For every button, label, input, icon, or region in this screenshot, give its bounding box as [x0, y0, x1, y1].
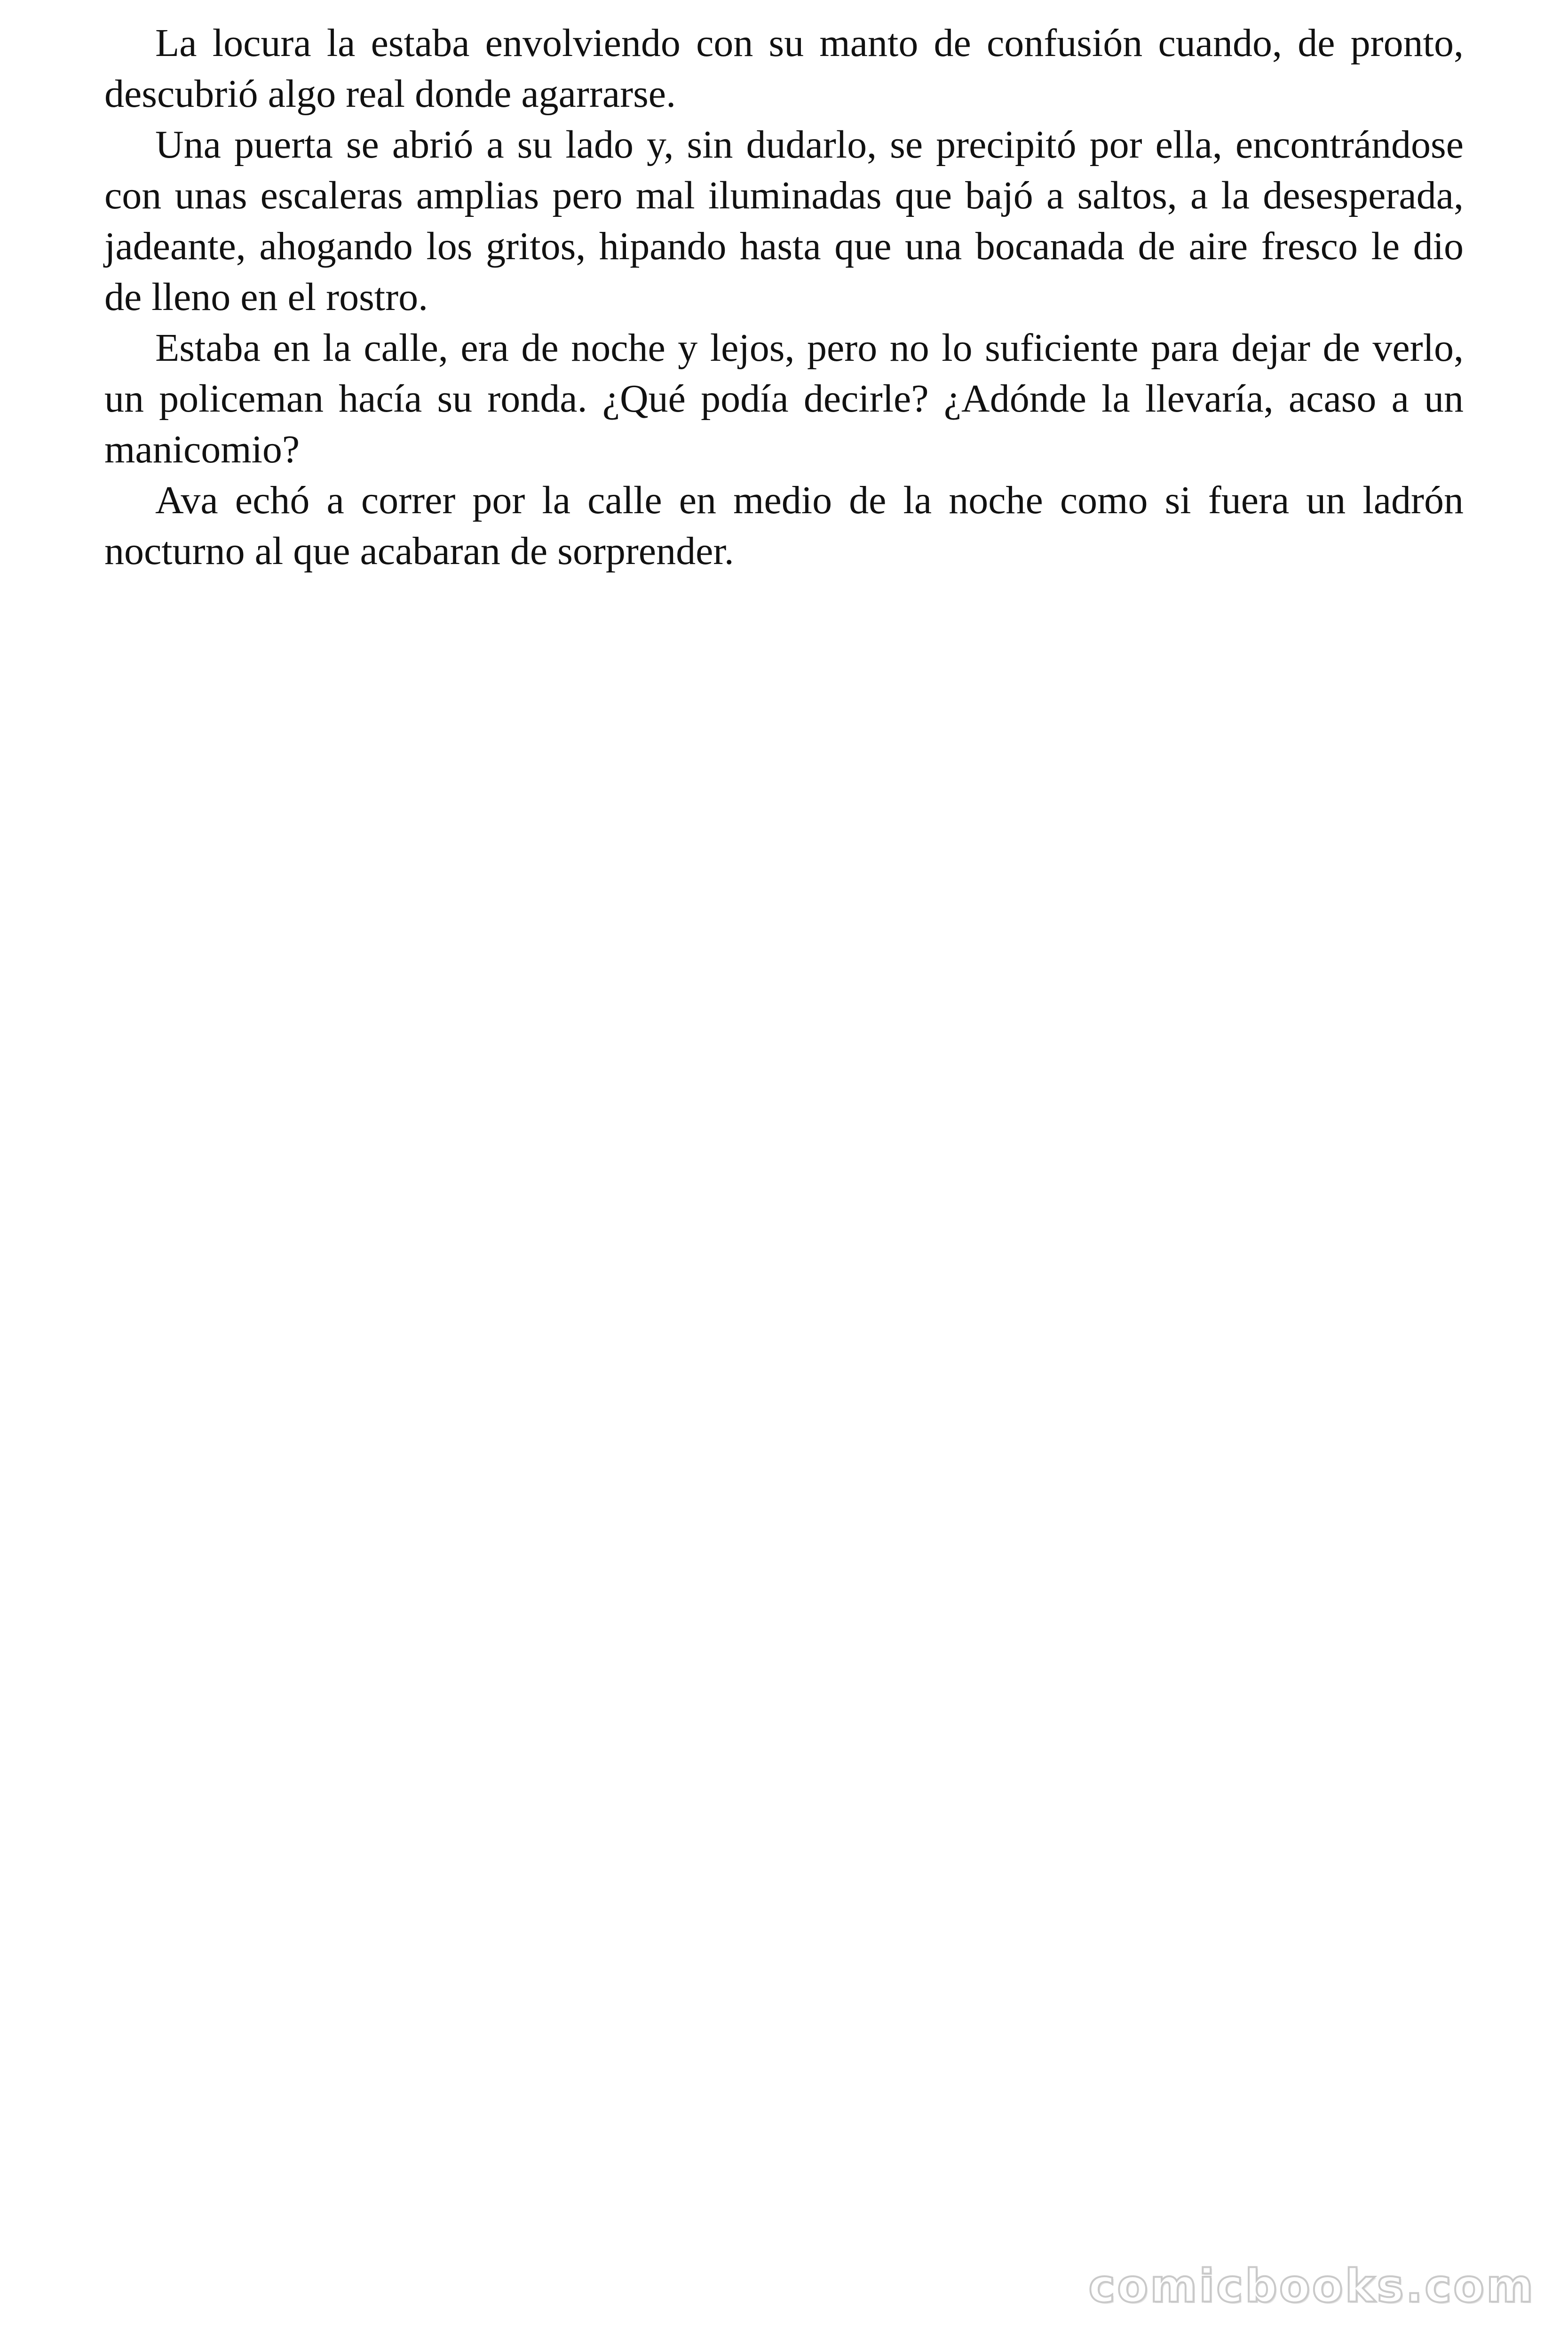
- paragraph-3: Estaba en la calle, era de noche y lejos, pero no lo suficiente para dejar de verlo, un policeman hacía su ronda. ¿Qué podía decirle? ¿Adónde la llevaría, acaso a un manicomio?: [104, 326, 1464, 471]
- document-body: [104, 18, 1464, 577]
- paragraph-1: La locura la estaba envolviendo con su manto de confusión cuando, de pronto, descubrió algo real donde agarrarse.: [104, 21, 1464, 116]
- watermark-logo: comicbooks.com: [1088, 2260, 1535, 2312]
- paragraph-4: Ava echó a correr por la calle en medio de la noche como si fuera un ladrón nocturno al que acabaran de sorprender.: [104, 478, 1464, 573]
- paragraph-2: Una puerta se abrió a su lado y, sin dudarlo, se precipitó por ella, encontrándose con unas escaleras amplias pero mal iluminadas que bajó a saltos, a la desesperada, jadeante, ahogando los gritos, hipando hasta que una bocanada de aire fresco le dio de lleno en el rostro.: [104, 123, 1464, 319]
